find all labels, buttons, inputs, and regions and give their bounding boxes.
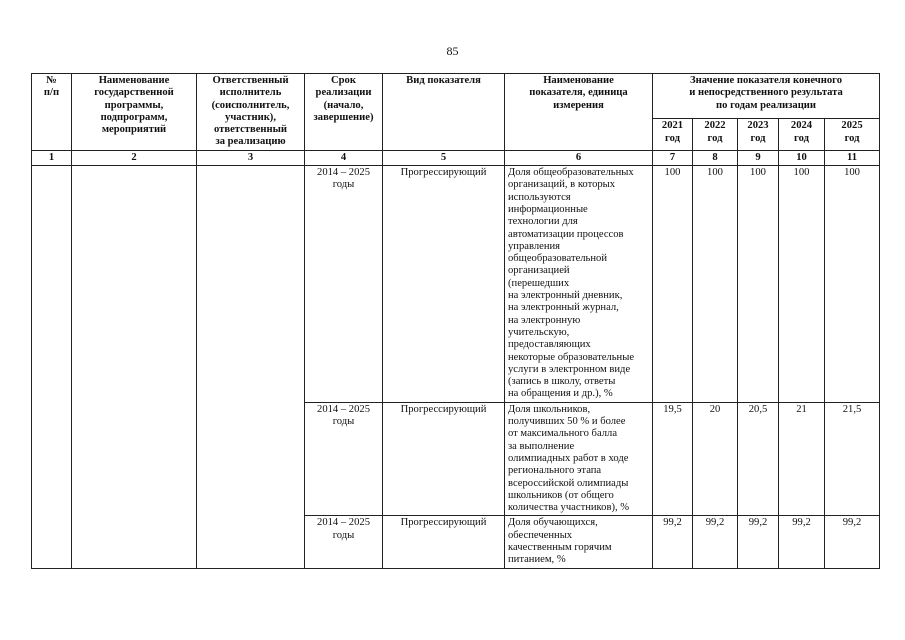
value-cell: 99,2 bbox=[779, 516, 825, 568]
value-cell: 99,2 bbox=[653, 516, 693, 568]
page-number: 85 bbox=[446, 44, 459, 58]
indicator-name-cell: Доля обучающихся, обеспеченных качественным горячим питанием, % bbox=[505, 516, 653, 568]
column-number: 10 bbox=[779, 150, 825, 165]
header-row bbox=[32, 74, 880, 119]
header-number: № п/п bbox=[32, 74, 72, 151]
header-indicator-name: Наименование показателя, единица измерения bbox=[505, 74, 653, 151]
column-number: 1 bbox=[32, 150, 72, 165]
value-cell: 99,2 bbox=[825, 516, 880, 568]
column-number: 2 bbox=[72, 150, 197, 165]
column-numbers-row bbox=[32, 150, 880, 165]
value-cell: 19,5 bbox=[653, 402, 693, 516]
value-cell: 21,5 bbox=[825, 402, 880, 516]
value-cell: 20,5 bbox=[738, 402, 779, 516]
indicator-type-cell: Прогрессирующий bbox=[383, 402, 505, 516]
value-cell: 20 bbox=[693, 402, 738, 516]
value-cell: 100 bbox=[825, 166, 880, 403]
header-year: 2024 год bbox=[779, 119, 825, 150]
value-cell: 99,2 bbox=[693, 516, 738, 568]
empty-number-cell bbox=[32, 166, 72, 569]
column-number: 3 bbox=[197, 150, 305, 165]
indicators-table bbox=[31, 73, 880, 569]
header-values-group: Значение показателя конечного и непосредственного результата по годам реализации bbox=[653, 74, 880, 119]
value-cell: 99,2 bbox=[738, 516, 779, 568]
column-number: 4 bbox=[305, 150, 383, 165]
indicator-name-cell: Доля школьников, получивших 50 % и более от максимального балла за выполнение олимпиадных работ в ходе регионального этапа всероссийской олимпиады школьников (от общего количества участников), % bbox=[505, 402, 653, 516]
column-number: 8 bbox=[693, 150, 738, 165]
indicator-type-cell: Прогрессирующий bbox=[383, 166, 505, 403]
column-number: 9 bbox=[738, 150, 779, 165]
indicator-name-cell: Доля общеобразовательных организаций, в которых используются информационные технологии для автоматизации процессов управления общеобразовательной организацией (перешедших на электронный дневник, на электронный журнал, на электронную учительскую, предоставляющих некоторые образовательные услуги в электронном виде (запись в школу, ответы на обращения и др.), % bbox=[505, 166, 653, 403]
header-year: 2023 год bbox=[738, 119, 779, 150]
header-indicator-type: Вид показателя bbox=[383, 74, 505, 151]
period-cell: 2014 – 2025 годы bbox=[305, 402, 383, 516]
empty-responsible-cell bbox=[197, 166, 305, 569]
value-cell: 21 bbox=[779, 402, 825, 516]
value-cell: 100 bbox=[779, 166, 825, 403]
column-number: 6 bbox=[505, 150, 653, 165]
table-row bbox=[32, 166, 880, 403]
header-responsible: Ответственный исполнитель (соисполнитель, участник), ответственный за реализацию bbox=[197, 74, 305, 151]
header-period: Срок реализации (начало, завершение) bbox=[305, 74, 383, 151]
value-cell: 100 bbox=[693, 166, 738, 403]
period-cell: 2014 – 2025 годы bbox=[305, 166, 383, 403]
column-number: 7 bbox=[653, 150, 693, 165]
column-number: 11 bbox=[825, 150, 880, 165]
indicator-type-cell: Прогрессирующий bbox=[383, 516, 505, 568]
period-cell: 2014 – 2025 годы bbox=[305, 516, 383, 568]
header-year: 2021 год bbox=[653, 119, 693, 150]
value-cell: 100 bbox=[738, 166, 779, 403]
header-year: 2025 год bbox=[825, 119, 880, 150]
empty-program-cell bbox=[72, 166, 197, 569]
value-cell: 100 bbox=[653, 166, 693, 403]
column-number: 5 bbox=[383, 150, 505, 165]
header-program-name: Наименование государственной программы, подпрограмм, мероприятий bbox=[72, 74, 197, 151]
header-year: 2022 год bbox=[693, 119, 738, 150]
